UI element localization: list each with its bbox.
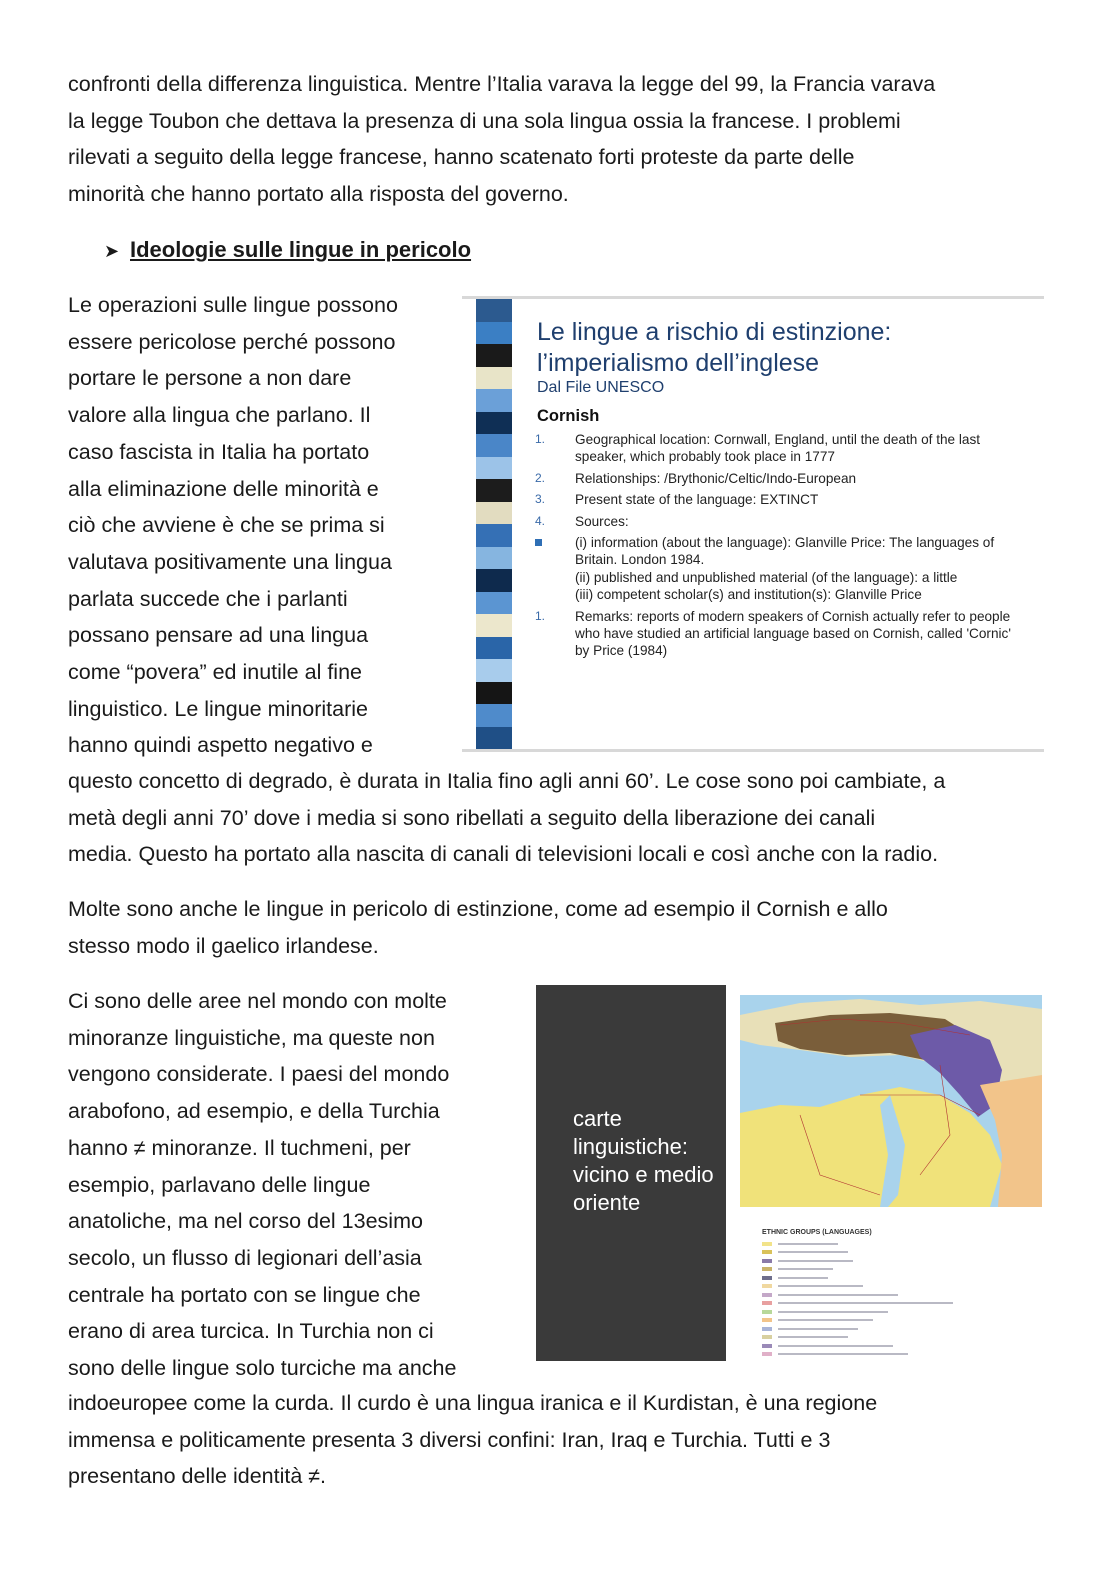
legend-text-placeholder	[778, 1285, 863, 1287]
legend-row	[762, 1317, 1032, 1324]
text-line: valutava positivamente una lingua	[68, 549, 392, 574]
text-line: secolo, un flusso di legionari dell’asia	[68, 1245, 422, 1270]
list-marker: 1.	[535, 432, 546, 446]
legend-swatch	[762, 1361, 772, 1362]
paragraph-ideologies-full	[68, 763, 1048, 873]
text-line: rilevati a seguito della legge francese, hanno scatenato forti proteste da parte delle	[68, 145, 855, 170]
stripe	[476, 592, 512, 615]
legend-text-placeholder	[778, 1277, 828, 1279]
slide-title-line: l’imperialismo dell’inglese	[537, 349, 820, 377]
slide-list-item	[535, 470, 1025, 487]
legend-row	[762, 1249, 1032, 1256]
paragraph-kurdish	[68, 1385, 1048, 1495]
list-marker	[535, 534, 575, 569]
list-text: (ii) published and unpublished material (of the language): a little	[575, 569, 958, 585]
stripe	[476, 659, 512, 682]
list-marker: 1.	[535, 608, 546, 623]
slide-dark-panel	[536, 985, 726, 1361]
stripe	[476, 389, 512, 412]
text-line: questo concetto di degrado, è durata in Italia fino agli anni 60’. Le cose sono poi cambiate, a	[68, 769, 946, 793]
list-text: Present state of the language: EXTINCT	[575, 492, 819, 508]
text-line: parlata succede che i parlanti	[68, 586, 348, 611]
text-line: linguistico. Le lingue minoritarie	[68, 696, 368, 721]
text-line: erano di area turcica. In Turchia non ci	[68, 1319, 434, 1344]
text-line: valore alla lingua che parlano. Il	[68, 403, 371, 428]
slide-list-item	[535, 431, 1025, 466]
legend-swatch	[762, 1352, 772, 1356]
text-line: minorità che hanno portato alla risposta del governo.	[68, 182, 569, 207]
list-marker	[535, 586, 575, 603]
legend-text-placeholder	[778, 1319, 873, 1321]
legend-row	[762, 1308, 1032, 1315]
text-line: possano pensare ad una lingua	[68, 623, 369, 648]
middle-east-map	[740, 995, 1042, 1207]
text-line: anatoliche, ma nel corso del 13esimo	[68, 1209, 423, 1234]
stripe	[476, 457, 512, 480]
legend-text-placeholder	[778, 1294, 898, 1296]
text-line: esempio, parlavano delle lingue	[68, 1172, 371, 1197]
list-text: Sources:	[575, 513, 629, 529]
text-line: hanno quindi aspetto negativo e	[68, 733, 373, 758]
legend-swatch	[762, 1344, 772, 1348]
stripe	[476, 637, 512, 660]
list-marker: 3.	[535, 492, 546, 507]
section-heading	[104, 232, 471, 269]
slide-map-image	[536, 985, 1044, 1361]
square-bullet-icon	[535, 539, 542, 546]
legend-swatch	[762, 1318, 772, 1322]
slide-subtitle: Dal File UNESCO	[537, 379, 665, 396]
text-line: portare le persone a non dare	[68, 366, 352, 391]
slide-list-item	[535, 534, 1025, 569]
stripe	[476, 682, 512, 705]
stripe	[476, 367, 512, 390]
paragraph-endangered	[68, 891, 1048, 964]
stripe	[476, 412, 512, 435]
legend-row	[762, 1240, 1032, 1247]
text-line: indoeuropee come la curda. Il curdo è una lingua iranica e il Kurdistan, è una regione	[68, 1391, 878, 1415]
stripe	[476, 704, 512, 727]
text-line: minoranze linguistiche, ma queste non	[68, 1025, 435, 1050]
text-line: essere pericolose perché possono	[68, 329, 396, 354]
text-line: sono delle lingue solo turciche ma anche	[68, 1356, 457, 1381]
stripe	[476, 479, 512, 502]
legend-rows	[762, 1240, 1032, 1361]
legend-swatch	[762, 1259, 772, 1263]
legend-row	[762, 1334, 1032, 1341]
text-line: alla eliminazione delle minorità e	[68, 476, 379, 501]
section-heading-text: Ideologie sulle lingue in pericolo	[130, 237, 472, 262]
stripe	[476, 344, 512, 367]
legend-swatch	[762, 1327, 772, 1331]
legend-row	[762, 1300, 1032, 1307]
legend-title: ETHNIC GROUPS (LANGUAGES)	[762, 1229, 872, 1236]
stripe	[476, 614, 512, 637]
legend-swatch	[762, 1335, 772, 1339]
legend-row	[762, 1342, 1032, 1349]
slide-list-item	[535, 491, 1025, 508]
slide-language-name: Cornish	[537, 407, 600, 425]
slide-list-item	[535, 513, 1025, 530]
text-line: Le operazioni sulle lingue possono	[68, 293, 398, 317]
legend-row	[762, 1291, 1032, 1298]
stripe	[476, 502, 512, 525]
text-line: ciò che avviene è che se prima si	[68, 513, 385, 538]
legend-text-placeholder	[778, 1353, 908, 1355]
legend-text-placeholder	[778, 1243, 838, 1245]
stripe	[476, 569, 512, 592]
text-line: metà degli anni 70’ dove i media si sono ribellati a seguito della liberazione dei canali	[68, 805, 876, 830]
legend-swatch	[762, 1242, 772, 1246]
text-line: come “povera” ed inutile al fine	[68, 660, 362, 685]
slide-list-item	[535, 608, 1025, 660]
slide-title-line: Le lingue a rischio di estinzione:	[537, 318, 892, 346]
text-line: hanno ≠ minoranze. Il tuchmeni, per	[68, 1135, 411, 1160]
legend-text-placeholder	[778, 1345, 893, 1347]
list-text: Relationships: /Brythonic/Celtic/Indo-European	[575, 470, 857, 486]
paragraph-intro	[68, 66, 1048, 213]
list-text: Remarks: reports of modern speakers of Cornish actually refer to people who have studied an artificial language based on Cornish, called 'Cornic' by Price (1984)	[575, 608, 1011, 659]
legend-swatch	[762, 1293, 772, 1297]
text-line: immensa e politicamente presenta 3 diversi confini: Iran, Iraq e Turchia. Tutti e 3	[68, 1427, 831, 1452]
slide-list-item	[535, 569, 1025, 586]
legend-text-placeholder	[778, 1260, 853, 1262]
legend-row	[762, 1257, 1032, 1264]
legend-row	[762, 1351, 1032, 1358]
text-line: Molte sono anche le lingue in pericolo di estinzione, come ad esempio il Cornish e allo	[68, 897, 888, 921]
legend-swatch	[762, 1267, 772, 1271]
stripe	[476, 524, 512, 547]
list-text: (iii) competent scholar(s) and institution(s): Glanville Price	[575, 587, 922, 603]
slide-title	[537, 317, 1017, 379]
text-line: caso fascista in Italia ha portato	[68, 439, 370, 464]
slide-unesco-image	[462, 296, 1044, 752]
arrow-bullet-icon: ➤	[104, 241, 120, 261]
legend-text-placeholder	[778, 1302, 953, 1304]
text-line: centrale ha portato con se lingue che	[68, 1282, 421, 1307]
legend-swatch	[762, 1284, 772, 1288]
legend-row	[762, 1274, 1032, 1281]
text-line: la legge Toubon che dettava la presenza di una sola lingua ossia la francese. I problemi	[68, 108, 901, 133]
legend-swatch	[762, 1301, 772, 1305]
stripe	[476, 322, 512, 345]
list-text: Geographical location: Cornwall, England, until the death of the last speaker, which probably took place in 1777	[575, 432, 981, 465]
decorative-stripes	[476, 299, 512, 749]
text-line: Ci sono delle aree nel mondo con molte	[68, 989, 447, 1013]
text-line: arabofono, ad esempio, e della Turchia	[68, 1099, 440, 1124]
list-marker	[535, 569, 575, 586]
slide-item-list	[535, 431, 1025, 664]
legend-text-placeholder	[778, 1251, 848, 1253]
list-marker: 4.	[535, 513, 546, 528]
stripe	[476, 547, 512, 570]
text-line: presentano delle identità ≠.	[68, 1464, 327, 1489]
legend-text-placeholder	[778, 1311, 888, 1313]
legend-swatch	[762, 1310, 772, 1314]
legend-row	[762, 1283, 1032, 1290]
legend-row	[762, 1325, 1032, 1332]
stripe	[476, 299, 512, 322]
legend-text-placeholder	[778, 1268, 833, 1270]
legend-row	[762, 1359, 1032, 1361]
list-text: (i) information (about the language): Glanville Price: The languages of Britain. London 1984.	[575, 535, 995, 568]
list-marker: 2.	[535, 470, 546, 485]
legend-text-placeholder	[778, 1336, 848, 1338]
slide-map-label: carte linguistiche: vicino e medio oriente	[573, 1106, 714, 1215]
text-line: media. Questo ha portato alla nascita di canali di televisioni locali e così anche con la radio.	[68, 842, 939, 867]
legend-swatch	[762, 1276, 772, 1280]
text-line: confronti della differenza linguistica. Mentre l’Italia varava la legge del 99, la Francia varava	[68, 72, 936, 96]
text-line: stesso modo il gaelico irlandese.	[68, 933, 379, 958]
legend-row	[762, 1266, 1032, 1273]
slide-list-item	[535, 586, 1025, 603]
map-legend	[762, 1229, 1032, 1361]
paragraph-minorities-side	[68, 983, 508, 1387]
legend-text-placeholder	[778, 1328, 858, 1330]
paragraph-ideologies-side	[68, 287, 448, 764]
legend-swatch	[762, 1250, 772, 1254]
stripe	[476, 434, 512, 457]
stripe	[476, 727, 512, 750]
text-line: vengono considerate. I paesi del mondo	[68, 1062, 450, 1087]
